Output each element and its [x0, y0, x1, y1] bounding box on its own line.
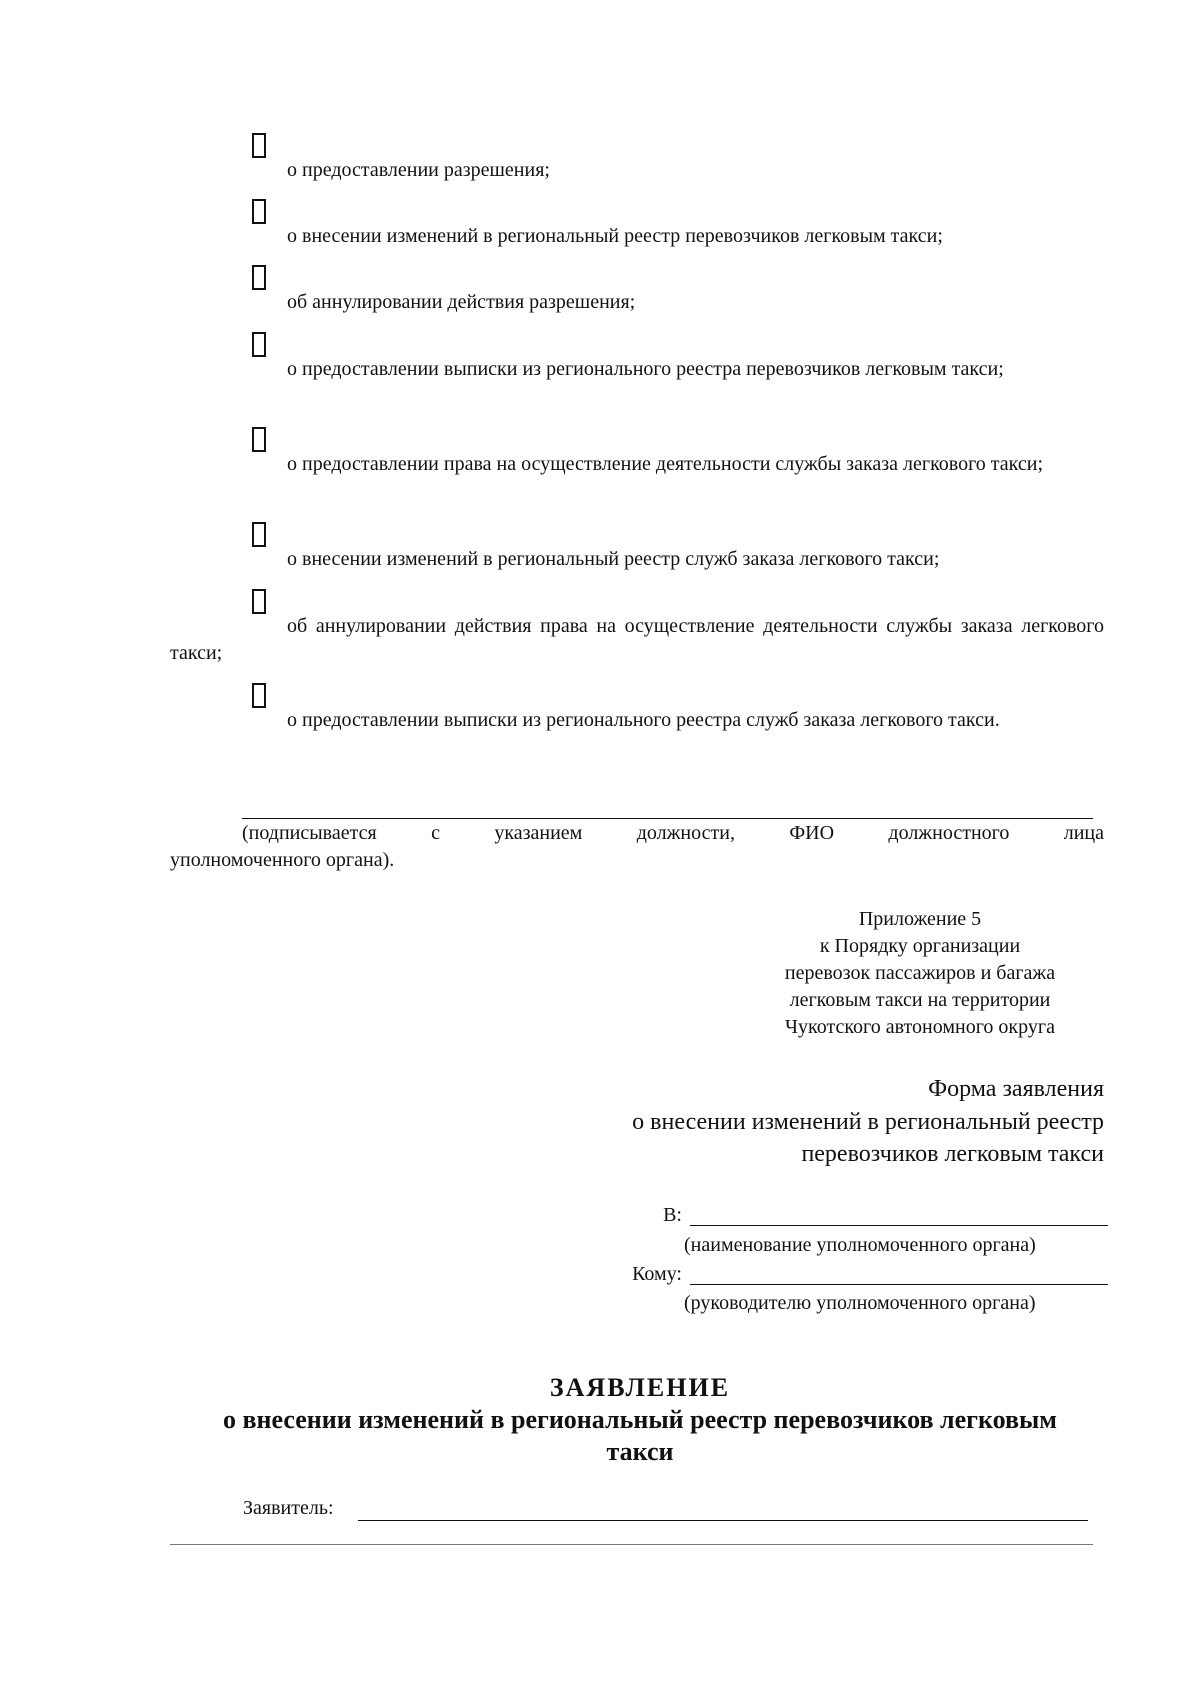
option-label: о предоставлении выписки из регионального реестра перевозчиков легковым такси; — [287, 358, 1004, 380]
address-whom-label: Кому: — [632, 1263, 682, 1285]
option-label: о предоставлении разрешения; — [287, 159, 550, 181]
address-to-label: В: — [663, 1204, 682, 1226]
signature-line[interactable] — [242, 818, 1093, 819]
appendix-line: Приложение 5 — [858, 908, 982, 930]
statement-heading: ЗАЯВЛЕНИЕ — [549, 1373, 731, 1402]
appendix-line: легковым такси на территории — [789, 989, 1051, 1011]
applicant-field[interactable] — [358, 1496, 1088, 1521]
option-label: об аннулировании действия права на осуществление деятельности службы заказа легкового такси; — [170, 615, 1104, 664]
checkbox-cancel-dispatch-right[interactable] — [252, 589, 266, 614]
address-to-field[interactable] — [690, 1203, 1108, 1226]
checkbox-change-carriers-registry[interactable] — [252, 199, 266, 224]
address-to-hint: (наименование уполномоченного органа) — [684, 1234, 1036, 1256]
address-whom-row — [0, 1262, 1200, 1292]
signature-caption-line1: (подписывается с указанием должности, ФИО должностного лица — [242, 822, 1104, 844]
appendix-header — [730, 906, 1110, 1041]
applicant-label: Заявитель: — [243, 1497, 334, 1519]
address-whom-field[interactable] — [690, 1262, 1108, 1285]
address-whom-hint: (руководителю уполномоченного органа) — [684, 1292, 1036, 1314]
form-title — [404, 1073, 1104, 1171]
checkbox-change-dispatch-registry[interactable] — [252, 522, 266, 547]
appendix-line: перевозок пассажиров и багажа — [784, 962, 1056, 984]
option-label: о внесении изменений в региональный реестр служб заказа легкового такси; — [287, 548, 940, 570]
signature-caption-line2: уполномоченного органа). — [170, 849, 395, 871]
statement-subtitle-line1: о внесении изменений в региональный реестр перевозчиков легковым — [222, 1405, 1058, 1434]
option-label: о предоставлении выписки из регионального реестра служб заказа легкового такси. — [287, 709, 1000, 731]
checkbox-extract-dispatch-registry[interactable] — [252, 683, 266, 708]
applicant-continuation-line[interactable] — [170, 1544, 1093, 1545]
appendix-line: Чукотского автономного округа — [785, 1016, 1055, 1038]
checkbox-extract-carriers-registry[interactable] — [252, 332, 266, 357]
statement-title — [160, 1372, 1120, 1468]
signature-caption — [170, 820, 1104, 874]
checkbox-dispatch-service-right[interactable] — [252, 427, 266, 452]
address-to-row — [0, 1203, 1200, 1233]
appendix-line: к Порядку организации — [819, 935, 1021, 957]
checkbox-provide-permit[interactable] — [252, 133, 266, 158]
option-label: о предоставлении права на осуществление деятельности службы заказа легкового такси; — [287, 453, 1044, 475]
statement-subtitle-line2: такси — [606, 1437, 674, 1466]
option-label: о внесении изменений в региональный реестр перевозчиков легковым такси; — [287, 225, 943, 247]
option-label: об аннулировании действия разрешения; — [287, 291, 636, 313]
form-title-line: о внесении изменений в региональный реестр — [632, 1108, 1104, 1135]
form-title-line: перевозчиков легковым такси — [801, 1141, 1104, 1167]
checkbox-cancel-permit[interactable] — [252, 265, 266, 290]
form-title-line: Форма заявления — [928, 1076, 1104, 1102]
